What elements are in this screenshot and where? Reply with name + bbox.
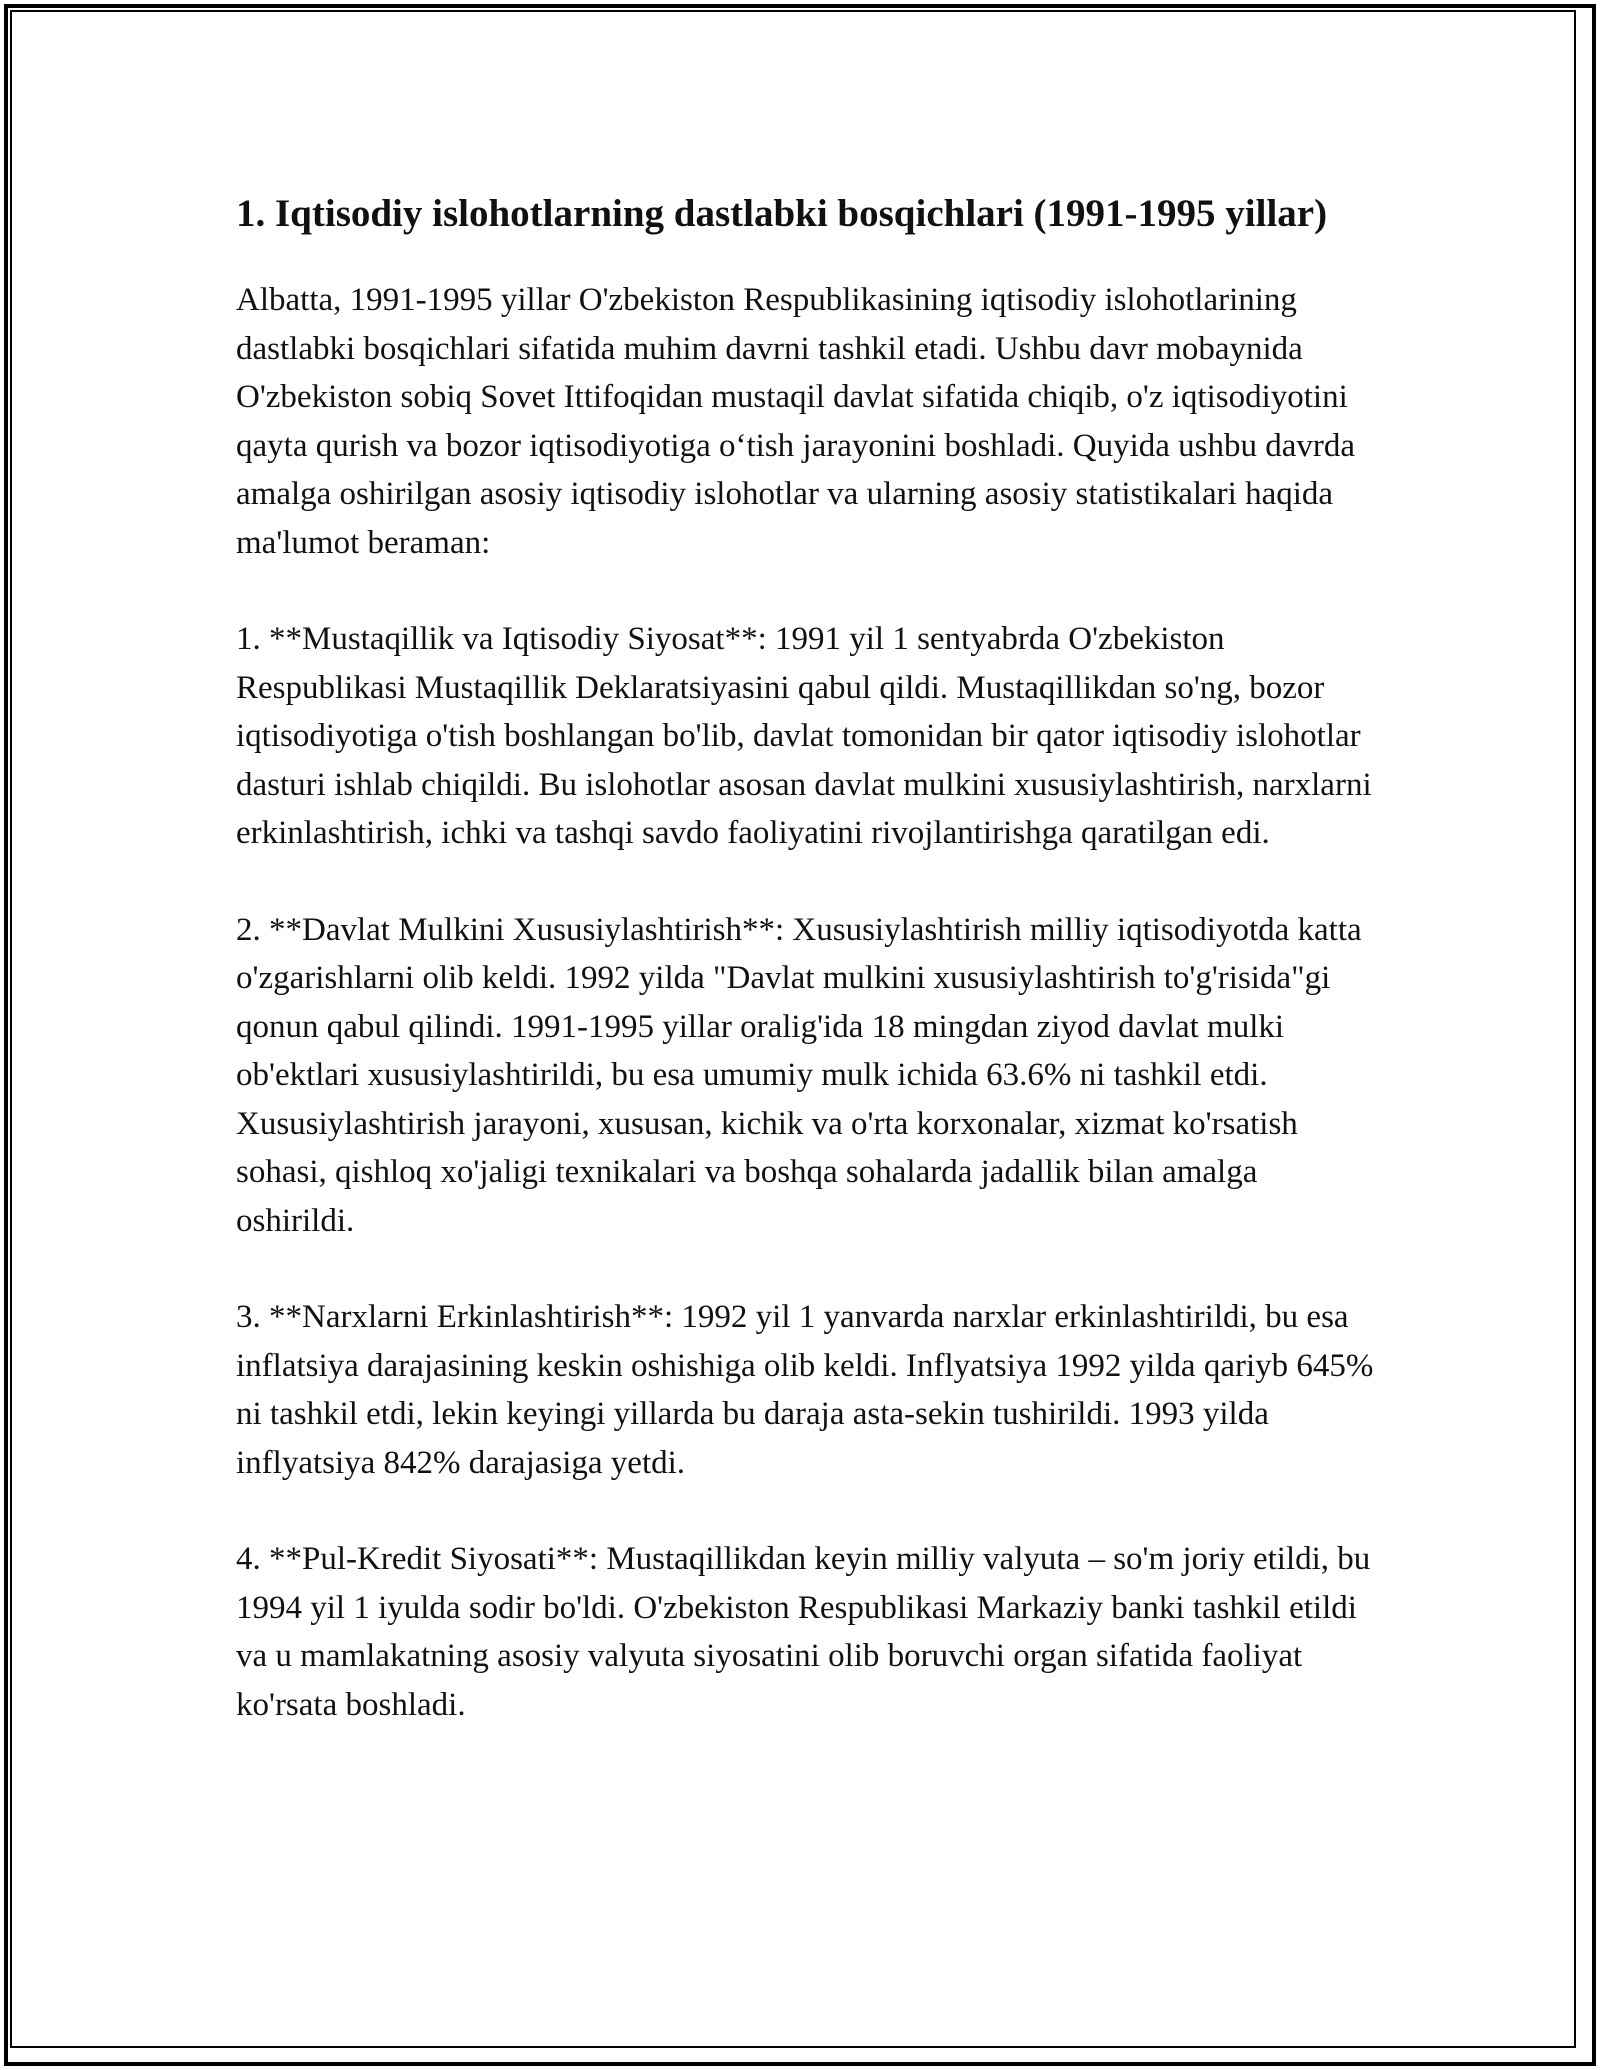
paragraph-independence: 1. **Mustaqillik va Iqtisodiy Siyosat**: 1991 yil 1 sentyabrda O'zbekiston Respublikasi Mustaqillik Deklaratsiyasini qabul qildi. Mustaqillikdan so'ng, bozor iqtisodiyotiga o'tish boshlangan bo'lib, davlat tomonidan bir qator iqtisodiy islohotlar dasturi ishlab chiqildi. Bu islohotlar asosan davlat mulkini xususiylashtirish, narxlarni erkinlashtirish, ichki va tashqi savdo faoliyatini rivojlantirishga qaratilgan edi.	[236, 621, 1372, 851]
intro-paragraph: Albatta, 1991-1995 yillar O'zbekiston Respublikasining iqtisodiy islohotlarining dastlabki bosqichlari sifatida muhim davrni tashkil etadi. Ushbu davr mobaynida O'zbekiston sobiq Sovet Ittifoqidan mustaqil davlat sifatida chiqib, o'z iqtisodiyotini qayta qurish va bozor iqtisodiyotiga o‘tish jarayonini boshladi. Quyida ushbu davrda amalga oshirilgan asosiy iqtisodiy islohotlar va ularning asosiy statistikalari haqida ma'lumot beraman:	[236, 282, 1356, 561]
paragraph-privatization: 2. **Davlat Mulkini Xususiylashtirish**: Xususiylashtirish milliy iqtisodiyotda katta o'zgarishlarni olib keldi. 1992 yilda "Davlat mulkini xususiylashtirish to'g'risida"gi qonun qabul qilindi. 1991-1995 yillar oralig'ida 18 mingdan ziyod davlat mulki ob'ektlari xususiylashtirildi, bu esa umumiy mulk ichida 63.6% ni tashkil etdi. Xususiylashtirish jarayoni, xususan, kichik va o'rta korxonalar, xizmat ko'rsatish sohasi, qishloq xo'jaligi texnikalari va boshqa sohalarda jadallik bilan amalga oshirildi.	[236, 911, 1362, 1239]
document-heading: 1. Iqtisodiy islohotlarning dastlabki bosqichlari (1991-1995 yillar)	[236, 192, 1328, 235]
paragraph-monetary-policy: 4. **Pul-Kredit Siyosati**: Mustaqillikdan keyin milliy valyuta – so'm joriy etildi, bu 1994 yil 1 iyulda sodir bo'ldi. O'zbekiston Respublikasi Markaziy banki tashkil etildi va u mamlakatning asosiy valyuta siyosatini olib boruvchi organ sifatida faoliyat ko'rsata boshladi.	[236, 1541, 1371, 1723]
document-body	[236, 186, 1376, 1777]
paragraph-price-liberalization: 3. **Narxlarni Erkinlashtirish**: 1992 yil 1 yanvarda narxlar erkinlashtirildi, bu esa inflatsiya darajasining keskin oshishiga olib keldi. Inflyatsiya 1992 yilda qariyb 645% ni tashkil etdi, lekin keyingi yillarda bu daraja asta-sekin tushirildi. 1993 yilda inflyatsiya 842% darajasiga yetdi.	[236, 1299, 1374, 1481]
